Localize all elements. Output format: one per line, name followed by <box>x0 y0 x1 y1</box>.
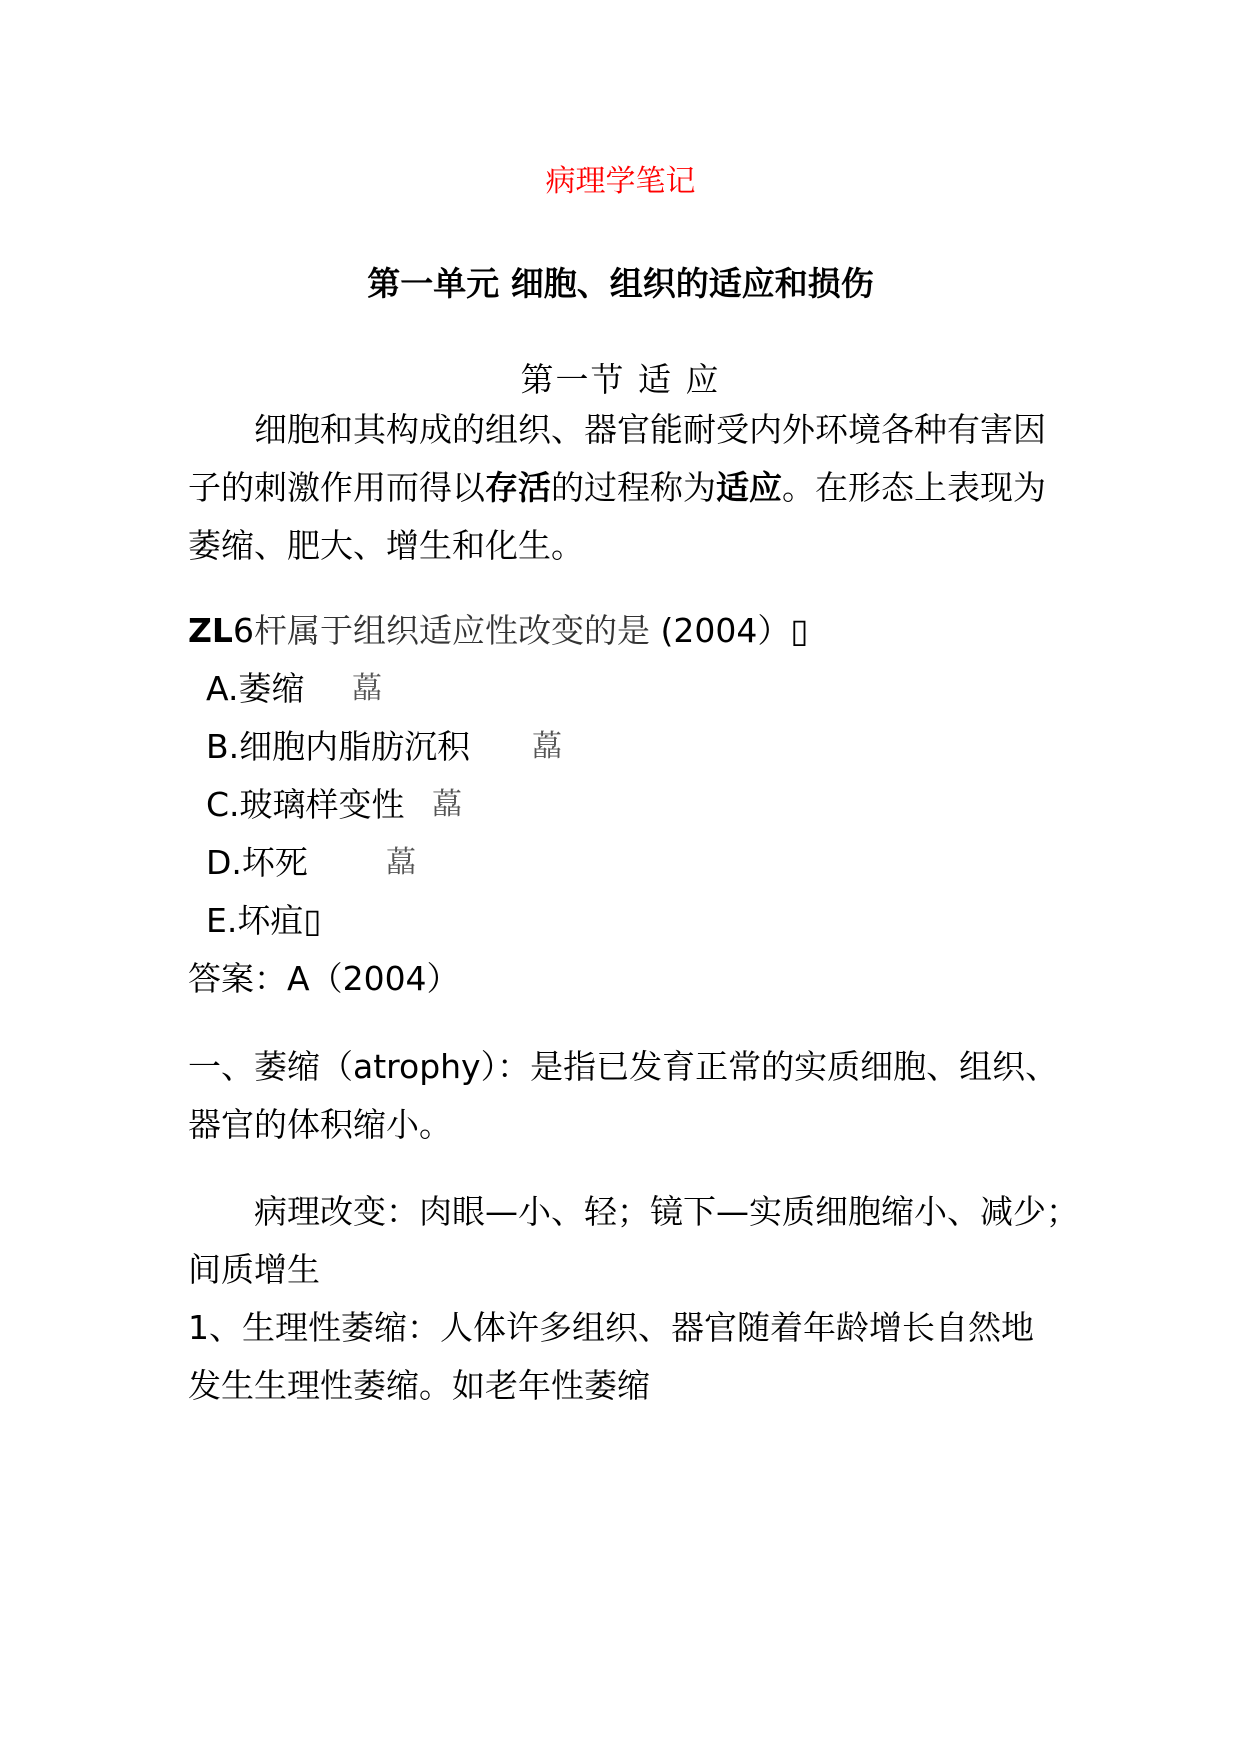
intro-line-1: 细胞和其构成的组织、器官能耐受内外环境各种有害因 <box>254 410 1046 449</box>
question-end-mark: ▯ <box>790 611 809 650</box>
physiological-atrophy-line-2: 发生生理性萎缩。如老年性萎缩 <box>188 1366 650 1405</box>
question-year: (2004） <box>660 611 791 650</box>
page-title: 病理学笔记 <box>545 164 696 199</box>
answer-line: 答案：A（2004） <box>188 959 460 998</box>
physiological-atrophy-line-1: 1、生理性萎缩：人体许多组织、器官随着年龄增长自然地 <box>188 1308 1034 1347</box>
question-number: 6 <box>232 611 254 650</box>
option-b: B.细胞内脂肪沉积 <box>206 727 471 766</box>
unit-heading: 第一单元 细胞、组织的适应和损伤 <box>367 264 874 303</box>
option-e <box>206 901 322 941</box>
option-a-mark: 藠 <box>352 671 382 706</box>
intro-text: 子的刺激作用而得以 <box>188 468 485 507</box>
section-heading: 第一节 适 应 <box>520 360 721 399</box>
question-prefix: ZL <box>188 611 233 650</box>
pathology-line-2: 间质增生 <box>188 1250 320 1289</box>
question-text: 杆属于组织适应性改变的是 <box>253 611 650 650</box>
term-adaptation: 适应 <box>716 468 782 507</box>
option-d-mark: 藠 <box>386 845 416 880</box>
intro-line-3: 萎缩、肥大、增生和化生。 <box>188 526 584 565</box>
pathology-line-1: 病理改变：肉眼—小、轻；镜下—实质细胞缩小、减少； <box>254 1192 1079 1231</box>
option-e-mark: ▯ <box>303 901 322 940</box>
atrophy-def-line-2: 器官的体积缩小。 <box>188 1105 452 1144</box>
question-stem <box>188 611 809 651</box>
option-d: D.坏死 <box>206 843 308 882</box>
option-b-mark: 藠 <box>532 729 562 764</box>
intro-text: 的过程称为 <box>551 468 716 507</box>
atrophy-def-line-1: 一、萎缩（atrophy）：是指已发育正常的实质细胞、组织、 <box>188 1047 1059 1086</box>
option-c: C.玻璃样变性 <box>206 785 405 824</box>
intro-text: 。在形态上表现为 <box>782 468 1046 507</box>
option-c-mark: 藠 <box>432 787 462 822</box>
term-survive: 存活 <box>485 468 551 507</box>
option-a: A.萎缩 <box>206 669 305 708</box>
intro-line-2 <box>188 468 1046 508</box>
option-e-label: E.坏疽 <box>206 901 304 940</box>
